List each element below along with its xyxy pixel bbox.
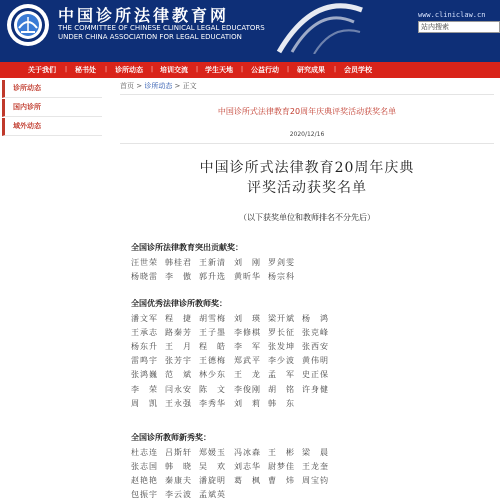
awardee-name: 尉梦佳	[268, 462, 295, 472]
nav-separator: |	[151, 66, 154, 73]
article-title-line-1: 中国诊所式法律教育20周年庆典	[199, 160, 415, 176]
awardee-name: 秦康夫	[165, 476, 192, 486]
article-title-line-2: 评奖活动获奖名单	[247, 180, 367, 196]
awardee-name: 杜志连	[131, 448, 158, 457]
awardee-name: 黄伟明	[302, 356, 329, 366]
awardee-name: 胡雪梅	[199, 314, 226, 323]
award-section-heading: 全国优秀法律诊所教师奖：	[131, 299, 227, 308]
divider	[120, 94, 494, 95]
breadcrumb	[120, 81, 197, 91]
awardee-name: 罗剑雯	[268, 258, 295, 267]
awardee-name: 潘旋明	[199, 476, 226, 486]
awardee-name: 张西安	[302, 342, 329, 352]
awardee-name: 吕斯轩	[165, 448, 192, 457]
awardee-name: 李俊刚	[234, 384, 261, 394]
breadcrumb-current: 正文	[182, 82, 197, 90]
site-url[interactable]: www.cliniclaw.cn	[418, 11, 486, 19]
decorative-emblem-icon	[274, 2, 364, 54]
awardee-name: 韩桂君	[165, 258, 192, 267]
awardee-name: 雷鸣宇	[131, 356, 158, 366]
awardee-name: 孟 军	[268, 370, 295, 380]
award-section-heading: 全国诊所法律教育突出贡献奖：	[131, 243, 243, 252]
site-search-input[interactable]: 站内搜索	[418, 21, 500, 33]
awardee-name: 胡 铭	[268, 384, 295, 394]
awardee-name: 李秀华	[199, 398, 226, 408]
nav-item-training[interactable]: 培训交流	[160, 66, 188, 74]
awardee-name: 冯冰森	[234, 448, 261, 457]
divider	[120, 143, 494, 144]
sidebar	[2, 80, 102, 137]
awardee-name: 郑武平	[234, 356, 261, 366]
awardee-name: 杨晓雷	[131, 272, 158, 282]
main-navigation	[0, 62, 500, 78]
sidebar-item-domestic-clinics[interactable]: 国内诊所	[2, 99, 102, 117]
site-title[interactable]: 中国诊所法律教育网	[58, 6, 230, 25]
association-logo-icon[interactable]	[6, 3, 50, 47]
article-subtitle: （以下获奖单位和教师排名不分先后）	[239, 213, 375, 222]
breadcrumb-home[interactable]: 首页	[120, 82, 134, 90]
awardee-name: 周宝钧	[302, 476, 329, 486]
awardee-name: 史正保	[302, 370, 329, 380]
nav-separator: |	[287, 66, 290, 73]
awardee-name: 包振宇	[131, 490, 158, 500]
awardee-name: 路秦芳	[165, 328, 192, 338]
nav-item-member-schools[interactable]: 会员学校	[344, 66, 372, 74]
nav-item-research[interactable]: 研究成果	[297, 66, 325, 74]
awardee-name: 张志国	[131, 462, 158, 472]
nav-item-secretariat[interactable]: 秘书处	[75, 66, 96, 74]
awardee-name: 刘 莉	[234, 398, 261, 408]
awardee-name: 闫永安	[165, 384, 192, 394]
awardee-name: 刘 瑛	[234, 314, 261, 323]
awardee-name: 张发坤	[268, 342, 295, 352]
awardee-name: 李修棋	[234, 328, 261, 338]
awardee-name: 梁开斌	[268, 314, 295, 323]
nav-item-public-welfare[interactable]: 公益行动	[251, 66, 279, 74]
awardee-name: 郭升选	[199, 272, 226, 282]
awardee-name: 张鸿巍	[131, 370, 158, 380]
awardee-name: 曹 炜	[268, 476, 295, 486]
awardee-name: 杨宗科	[268, 272, 295, 282]
awardee-name: 吴 欢	[199, 462, 226, 472]
awardee-name: 李少波	[268, 356, 295, 366]
awardee-name: 刘志华	[234, 462, 261, 472]
nav-separator: |	[105, 66, 108, 73]
awardee-name: 梁 晨	[302, 448, 329, 457]
awardee-name: 王子墨	[199, 328, 226, 338]
awardee-name: 韩 东	[268, 398, 295, 408]
awardee-name: 孟斌英	[199, 490, 226, 500]
breadcrumb-section[interactable]: 诊所动态	[144, 82, 173, 90]
article-heading: 中国诊所式法律教育20周年庆典评奖活动获奖名单	[217, 107, 397, 116]
awardee-name: 陈 文	[199, 384, 226, 394]
nav-separator: |	[65, 66, 68, 73]
awardee-name: 罗长征	[268, 328, 295, 338]
site-english-name	[58, 24, 265, 42]
awardee-name: 汪世荣	[131, 258, 158, 267]
nav-item-students[interactable]: 学生天地	[205, 66, 233, 74]
awardee-name: 杨 鸿	[302, 314, 329, 323]
nav-item-clinic-news[interactable]: 诊所动态	[115, 66, 143, 74]
site-english-line-2: UNDER CHINA ASSOCIATION FOR LEGAL EDUCATION	[58, 33, 242, 41]
award-section-heading: 全国诊所教师新秀奖：	[131, 433, 211, 442]
nav-separator: |	[196, 66, 199, 73]
awardee-name: 周 凯	[131, 398, 158, 408]
nav-separator: |	[334, 66, 337, 73]
awardee-name: 许身健	[302, 384, 329, 394]
awardee-name: 郑媛玉	[199, 448, 226, 457]
awardee-name: 范 斌	[165, 370, 192, 380]
sidebar-item-overseas-news[interactable]: 域外动态	[2, 118, 102, 136]
awardee-name: 林少东	[199, 370, 226, 380]
article-date: 2020/12/16	[289, 131, 325, 138]
awardee-name: 程 皓	[199, 342, 226, 352]
awardee-name: 王 彬	[268, 448, 295, 457]
nav-item-about[interactable]: 关于我们	[28, 66, 56, 74]
awardee-name: 张克峰	[302, 328, 329, 338]
site-english-line-1: THE COMMITTEE OF CHINESE CLINICAL LEGAL EDUCATORS	[58, 24, 265, 32]
awardee-name: 李 军	[234, 342, 261, 352]
awardee-name: 张芳宇	[165, 356, 192, 366]
sidebar-item-clinic-news[interactable]: 诊所动态	[2, 80, 102, 98]
awardee-name: 李 傲	[165, 272, 192, 282]
site-header	[0, 0, 500, 62]
awardee-name: 葛 枫	[234, 476, 261, 486]
awardee-name: 韩 晓	[165, 462, 192, 472]
awardee-name: 赵艳艳	[131, 476, 158, 486]
awardee-name: 王承志	[131, 328, 158, 338]
awardee-name: 王 月	[165, 342, 192, 352]
awardee-name: 王新清	[199, 258, 226, 267]
breadcrumb-separator: >	[172, 82, 183, 90]
awardee-name: 程 捷	[165, 314, 192, 323]
awardee-name: 潘文军	[131, 314, 158, 323]
awardee-name: 王 龙	[234, 370, 261, 380]
awardee-name: 王德梅	[199, 356, 226, 366]
awardee-name: 黄昕华	[234, 272, 261, 282]
breadcrumb-separator: >	[134, 82, 145, 90]
awardee-name: 杨东升	[131, 342, 158, 352]
awardee-name: 李云波	[165, 490, 192, 500]
awardee-name: 李 荣	[131, 384, 158, 394]
awardee-name: 王永强	[165, 398, 192, 408]
awardee-name: 王龙奎	[302, 462, 329, 472]
nav-separator: |	[241, 66, 244, 73]
awardee-name: 刘 刚	[234, 258, 261, 267]
